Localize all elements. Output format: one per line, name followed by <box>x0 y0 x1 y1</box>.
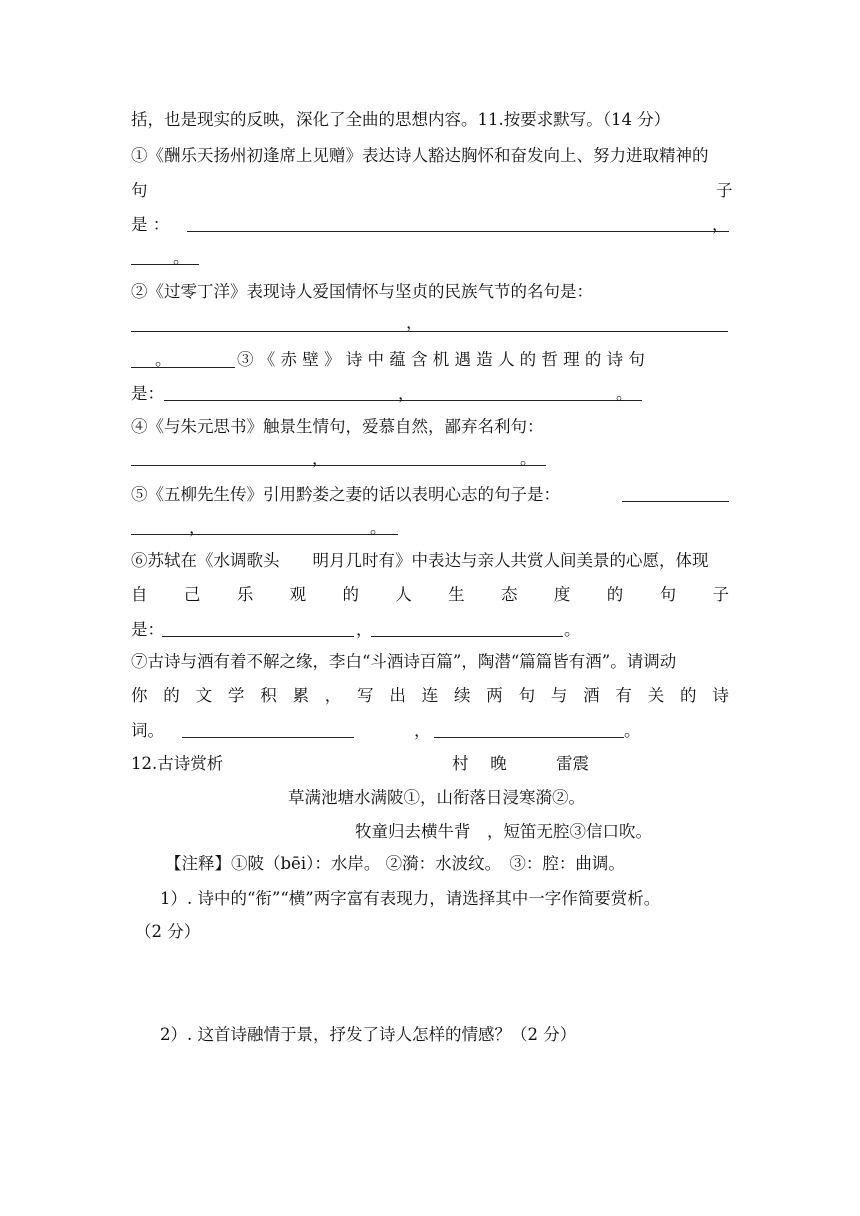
text-line: ， <box>189 518 206 537</box>
char: 写 <box>357 686 374 705</box>
answer-blank[interactable] <box>131 534 398 535</box>
char: 酒 <box>583 686 600 705</box>
answer-blank[interactable] <box>131 367 235 368</box>
char: 人 <box>395 585 412 604</box>
text-line: ⑤《五柳先生传》引用黔娄之妻的话以表明心志的句子是： <box>131 485 560 504</box>
text-line: ②《过零丁洋》表现诗人爱国情怀与坚贞的民族气节的名句是： <box>131 282 593 301</box>
char: 子 <box>712 585 729 604</box>
char: 的 <box>606 585 624 604</box>
text-line: ⑦古诗与酒有着不解之缘，李白“斗酒诗百篇”，陶潜“篇篇皆有酒”。请调动 <box>131 652 677 671</box>
char: 积 <box>260 686 277 705</box>
char: 乐 <box>236 585 254 604</box>
char: 的 <box>342 585 359 604</box>
text-line: 句 <box>131 181 148 200</box>
answer-blank[interactable] <box>131 331 728 332</box>
answer-blank[interactable] <box>131 465 546 466</box>
char: 累 <box>292 686 309 705</box>
char: 两 <box>486 686 503 705</box>
char: 文 <box>195 686 213 705</box>
text-line: 。 <box>155 350 172 369</box>
poem-line: 牧童归去横牛背 ，短笛无腔③信口吹。 <box>355 822 652 841</box>
char: 的 <box>680 686 697 705</box>
sub-question: 1）. 诗中的“衔”“横”两字富有表现力，请选择其中一字作简要赏析。 <box>160 889 661 908</box>
text-line: 。 <box>520 449 537 468</box>
text-line: ， <box>398 384 415 403</box>
char: 诗 <box>712 686 729 705</box>
text-line: ， <box>356 620 373 639</box>
text-line: ， <box>312 449 329 468</box>
char: 度 <box>553 585 571 604</box>
poem-line: 草满池塘水满陂①，山衔落日浸寒漪②。 <box>288 788 585 807</box>
char: ， <box>324 686 342 705</box>
text-line: ， <box>406 313 423 332</box>
text-line: 。 <box>173 248 190 267</box>
text-line: 是： <box>131 620 164 639</box>
char: 关 <box>647 686 665 705</box>
poem-notes: 【注释】①陂（bēi）：水岸。 ②漪：水波纹。 ③：腔：曲调。 <box>165 854 625 873</box>
text-line: ③ 《 赤 壁 》 诗 中 蕴 含 机 遇 造 人 的 哲 理 的 诗 句 <box>237 350 645 369</box>
answer-blank[interactable] <box>371 636 563 637</box>
poem-author: 雷震 <box>556 754 589 773</box>
answer-blank[interactable] <box>182 737 354 738</box>
justified-line <box>131 584 729 606</box>
char: 生 <box>448 585 465 604</box>
text-line: 词。 <box>131 721 164 740</box>
text-line: ， <box>712 215 729 234</box>
char: 有 <box>615 686 632 705</box>
text-line: ， <box>414 721 431 740</box>
char: 态 <box>501 585 518 604</box>
text-line: ④《与朱元思书》触景生情句，爱慕自然，鄙弃名利句： <box>131 417 544 436</box>
text-line: 。 <box>370 518 387 537</box>
char: 己 <box>183 585 201 604</box>
char: 你 <box>131 686 148 705</box>
sub-question: 2）. 这首诗融情于景，抒发了诗人怎样的情感？（2 分） <box>160 1025 577 1044</box>
char: 句 <box>659 585 677 604</box>
char: 与 <box>550 686 568 705</box>
char: 学 <box>227 686 245 705</box>
text-line: 子 <box>716 181 733 200</box>
text-line: ⑥苏轼在《水调歌头 明月几时有》中表达与亲人共赏人间美景的心愿，体现 <box>131 551 709 570</box>
poem-title: 村 晚 <box>452 754 507 773</box>
justified-line <box>131 685 729 707</box>
text-line: 是 ： <box>131 215 170 234</box>
answer-blank[interactable] <box>434 737 624 738</box>
answer-blank[interactable] <box>622 501 729 502</box>
text-line: 括，也是现实的反映，深化了全曲的思想内容。11.按要求默写。（14 分） <box>131 110 671 129</box>
char: 观 <box>289 585 307 604</box>
answer-blank[interactable] <box>187 231 729 232</box>
question-heading: 12.古诗赏析 <box>131 754 224 773</box>
char: 连 <box>421 686 439 705</box>
text-line: 。 <box>624 721 641 740</box>
text-line: 。 <box>564 620 581 639</box>
char: 出 <box>389 686 406 705</box>
text-line: ①《酬乐天扬州初逢席上见赠》表达诗人豁达胸怀和奋发向上、努力进取精神的 <box>131 146 709 165</box>
text-line: 是： <box>131 384 164 403</box>
sub-question-score: （2 分） <box>135 922 201 941</box>
char: 的 <box>163 686 180 705</box>
text-line: 。 <box>616 384 633 403</box>
char: 句 <box>518 686 536 705</box>
char: 续 <box>453 686 471 705</box>
answer-blank[interactable] <box>162 636 354 637</box>
char: 自 <box>131 585 148 604</box>
